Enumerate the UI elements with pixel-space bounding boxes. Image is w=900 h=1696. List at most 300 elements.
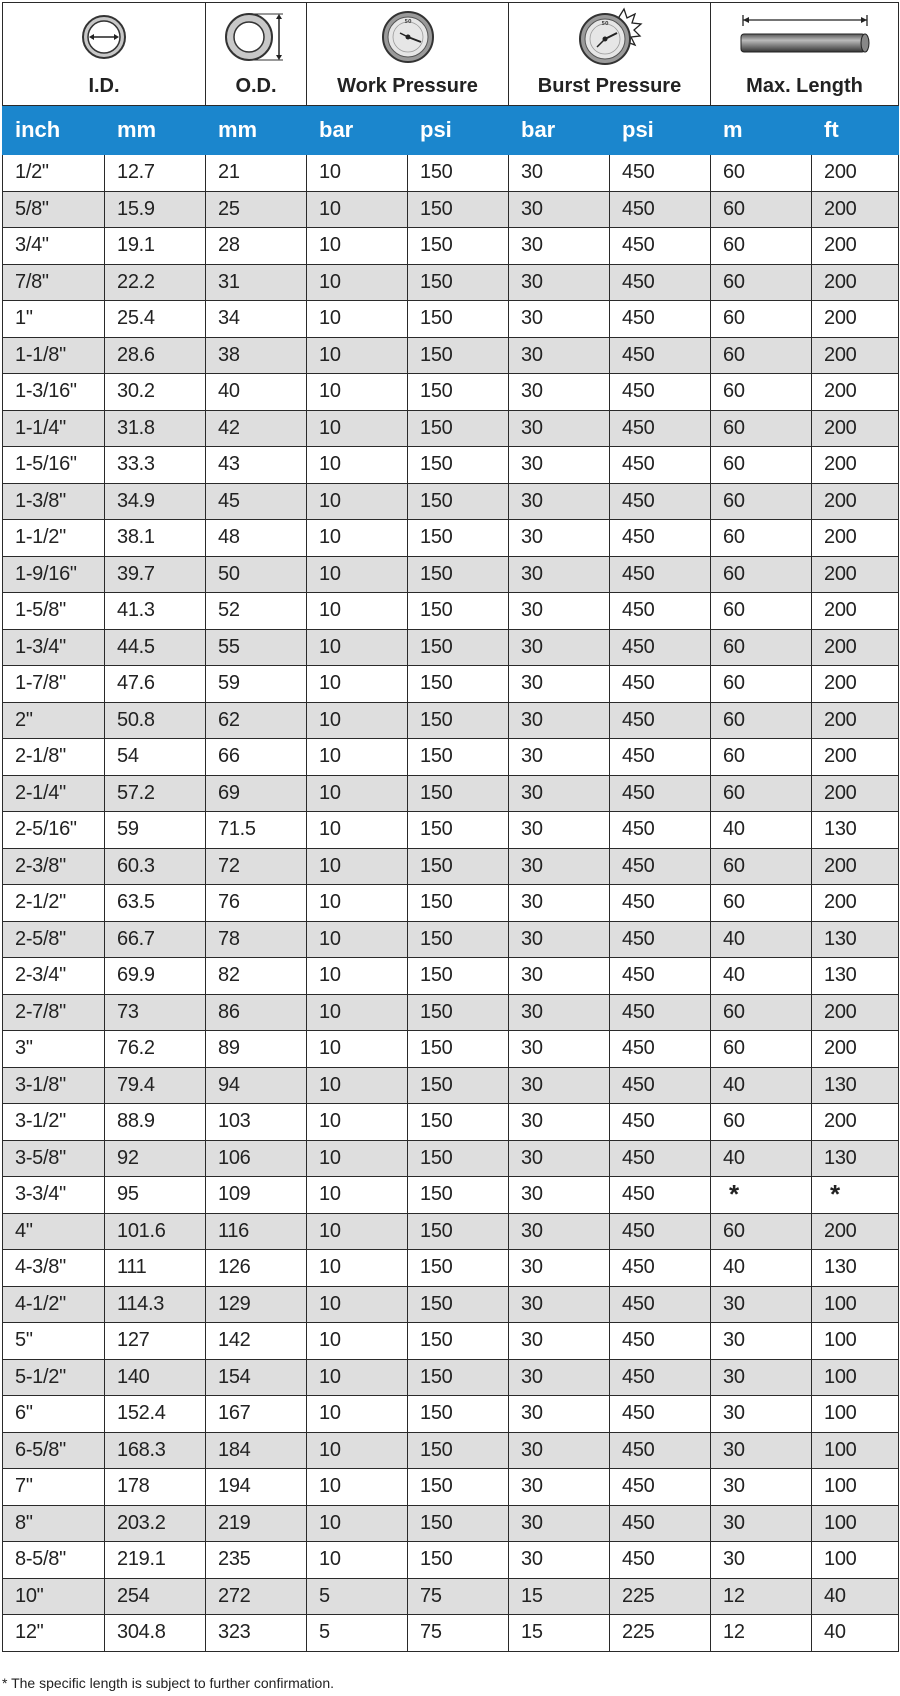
header-title-burst-pressure: Burst Pressure [537, 75, 682, 97]
table-cell: 86 [206, 994, 307, 1031]
table-cell: 150 [408, 702, 509, 739]
table-cell: 203.2 [105, 1505, 206, 1542]
table-cell: 225 [610, 1578, 711, 1615]
table-cell: 254 [105, 1578, 206, 1615]
table-cell: 150 [408, 191, 509, 228]
table-row [3, 666, 899, 703]
header-work-pressure [307, 3, 509, 106]
table-cell: 30 [509, 264, 610, 301]
table-cell: 100 [812, 1323, 899, 1360]
table-cell: 127 [105, 1323, 206, 1360]
table-cell: 10 [307, 593, 408, 630]
table-cell: 15.9 [105, 191, 206, 228]
table-cell: 7/8" [3, 264, 105, 301]
table-cell: 28.6 [105, 337, 206, 374]
table-cell: 10 [307, 629, 408, 666]
table-cell: 60 [711, 155, 812, 192]
table-cell: 150 [408, 994, 509, 1031]
table-row [3, 739, 899, 776]
table-cell: 30 [711, 1542, 812, 1579]
table-cell: 30 [509, 1213, 610, 1250]
table-cell: 30 [509, 702, 610, 739]
table-cell: 6" [3, 1396, 105, 1433]
outer-diameter-icon [221, 9, 291, 65]
table-cell: 200 [812, 155, 899, 192]
inner-diameter-icon [79, 12, 129, 62]
table-cell: 60 [711, 483, 812, 520]
table-cell: 150 [408, 1323, 509, 1360]
table-cell: 450 [610, 447, 711, 484]
table-row [3, 994, 899, 1031]
table-cell: 150 [408, 739, 509, 776]
table-cell: 30 [509, 1505, 610, 1542]
table-cell: 10 [307, 228, 408, 265]
table-row [3, 921, 899, 958]
table-cell: 130 [812, 921, 899, 958]
table-cell: 60 [711, 556, 812, 593]
table-cell: 4-3/8" [3, 1250, 105, 1287]
table-row [3, 775, 899, 812]
table-cell: 2" [3, 702, 105, 739]
table-cell: 12 [711, 1615, 812, 1652]
table-cell: 450 [610, 556, 711, 593]
table-cell: 1-1/8" [3, 337, 105, 374]
table-cell: 12.7 [105, 155, 206, 192]
table-cell: 30 [509, 593, 610, 630]
table-cell: 59 [105, 812, 206, 849]
table-cell: 30 [509, 374, 610, 411]
table-cell: 450 [610, 1031, 711, 1068]
table-cell: 30 [509, 1396, 610, 1433]
table-cell: 178 [105, 1469, 206, 1506]
table-cell: 154 [206, 1359, 307, 1396]
table-cell: 200 [812, 337, 899, 374]
table-cell: 75 [408, 1578, 509, 1615]
table-cell: 1-3/8" [3, 483, 105, 520]
table-cell: 48 [206, 520, 307, 557]
table-cell: 114.3 [105, 1286, 206, 1323]
hose-length-icon [735, 12, 875, 62]
table-row [3, 848, 899, 885]
table-cell: 59 [206, 666, 307, 703]
header-title-max-length: Max. Length [746, 75, 863, 97]
table-cell: 1-1/2" [3, 520, 105, 557]
unit-header: m [711, 106, 812, 155]
table-row [3, 1213, 899, 1250]
table-cell: 200 [812, 520, 899, 557]
table-cell: 10" [3, 1578, 105, 1615]
table-cell: 100 [812, 1359, 899, 1396]
table-cell: 150 [408, 958, 509, 995]
table-cell: 40 [711, 1140, 812, 1177]
unit-header: mm [206, 106, 307, 155]
table-cell: 40 [711, 1250, 812, 1287]
table-cell: 10 [307, 337, 408, 374]
table-cell: 60 [711, 666, 812, 703]
header-title-od: O.D. [235, 75, 277, 97]
table-cell: 30 [509, 1067, 610, 1104]
table-cell: 94 [206, 1067, 307, 1104]
table-cell: 30 [509, 1104, 610, 1141]
table-cell: 30.2 [105, 374, 206, 411]
table-cell: 60 [711, 410, 812, 447]
table-cell: 1-5/16" [3, 447, 105, 484]
table-cell: 10 [307, 374, 408, 411]
table-cell: 10 [307, 1031, 408, 1068]
table-cell: 60 [711, 264, 812, 301]
table-cell: 30 [509, 1542, 610, 1579]
table-cell: 111 [105, 1250, 206, 1287]
table-cell: 150 [408, 301, 509, 338]
unit-header: mm [105, 106, 206, 155]
footnote: * The specific length is subject to further confirmation. [2, 1675, 335, 1691]
table-cell: 219.1 [105, 1542, 206, 1579]
table-cell: 40 [711, 1067, 812, 1104]
table-cell: 100 [812, 1542, 899, 1579]
table-cell: 1-1/4" [3, 410, 105, 447]
table-cell: 150 [408, 1469, 509, 1506]
table-cell: 167 [206, 1396, 307, 1433]
table-cell: 10 [307, 1213, 408, 1250]
table-row [3, 1323, 899, 1360]
table-cell: 10 [307, 885, 408, 922]
table-cell: 30 [509, 556, 610, 593]
table-cell: 60 [711, 885, 812, 922]
table-cell: 60 [711, 337, 812, 374]
table-cell: 10 [307, 812, 408, 849]
table-cell: 450 [610, 410, 711, 447]
table-cell: 1-3/16" [3, 374, 105, 411]
table-cell: 109 [206, 1177, 307, 1214]
table-row [3, 1432, 899, 1469]
table-cell: 30 [509, 739, 610, 776]
table-cell: 55 [206, 629, 307, 666]
table-cell: 130 [812, 958, 899, 995]
table-row [3, 264, 899, 301]
table-row [3, 1177, 899, 1214]
table-row [3, 1542, 899, 1579]
table-cell: 304.8 [105, 1615, 206, 1652]
table-cell: 12 [711, 1578, 812, 1615]
table-cell: 150 [408, 483, 509, 520]
table-cell: 60 [711, 447, 812, 484]
table-cell: 150 [408, 1140, 509, 1177]
table-cell: 30 [509, 666, 610, 703]
unit-header: bar [509, 106, 610, 155]
table-cell: 30 [509, 1177, 610, 1214]
table-cell: 10 [307, 994, 408, 1031]
table-cell: 2-7/8" [3, 994, 105, 1031]
table-cell: 150 [408, 1213, 509, 1250]
table-cell: 30 [509, 447, 610, 484]
table-cell: 200 [812, 775, 899, 812]
table-cell: 225 [610, 1615, 711, 1652]
table-cell: 10 [307, 702, 408, 739]
table-cell: 1-5/8" [3, 593, 105, 630]
table-cell: 150 [408, 812, 509, 849]
table-cell: 30 [509, 1469, 610, 1506]
table-cell: 200 [812, 1104, 899, 1141]
table-cell: 30 [509, 885, 610, 922]
table-cell: 44.5 [105, 629, 206, 666]
table-cell: 150 [408, 921, 509, 958]
table-cell: 10 [307, 1067, 408, 1104]
table-cell: 30 [711, 1359, 812, 1396]
table-cell: 39.7 [105, 556, 206, 593]
table-cell: 129 [206, 1286, 307, 1323]
table-cell: 73 [105, 994, 206, 1031]
table-cell: 10 [307, 1250, 408, 1287]
table-cell: 60 [711, 848, 812, 885]
table-cell: 200 [812, 228, 899, 265]
table-row [3, 1505, 899, 1542]
table-cell: 95 [105, 1177, 206, 1214]
table-cell: 150 [408, 337, 509, 374]
table-cell: 10 [307, 739, 408, 776]
table-cell: 450 [610, 885, 711, 922]
table-cell: 34.9 [105, 483, 206, 520]
table-cell: 100 [812, 1432, 899, 1469]
table-cell: 150 [408, 1432, 509, 1469]
table-cell: 200 [812, 994, 899, 1031]
table-cell: 10 [307, 483, 408, 520]
table-row [3, 1615, 899, 1652]
table-cell: 130 [812, 1250, 899, 1287]
table-cell: 10 [307, 1140, 408, 1177]
table-cell: 66 [206, 739, 307, 776]
table-cell: 103 [206, 1104, 307, 1141]
header-burst-pressure [509, 3, 711, 106]
table-cell: 200 [812, 556, 899, 593]
table-cell: 450 [610, 1213, 711, 1250]
table-cell: 47.6 [105, 666, 206, 703]
table-row [3, 812, 899, 849]
header-od [206, 3, 307, 106]
table-cell: 41.3 [105, 593, 206, 630]
table-cell: 152.4 [105, 1396, 206, 1433]
table-cell: 450 [610, 264, 711, 301]
pressure-gauge-icon [380, 9, 436, 65]
table-cell: 30 [711, 1505, 812, 1542]
table-cell: 60 [711, 374, 812, 411]
table-cell: 450 [610, 1323, 711, 1360]
header-max-length [711, 3, 899, 106]
table-cell: 194 [206, 1469, 307, 1506]
table-cell: 30 [711, 1286, 812, 1323]
table-cell: 150 [408, 1505, 509, 1542]
table-cell: 50.8 [105, 702, 206, 739]
table-cell: 22.2 [105, 264, 206, 301]
table-cell: 450 [610, 739, 711, 776]
table-cell: 450 [610, 666, 711, 703]
table-cell: 4" [3, 1213, 105, 1250]
table-cell: 100 [812, 1505, 899, 1542]
table-cell: 450 [610, 994, 711, 1031]
table-cell: 10 [307, 1104, 408, 1141]
table-cell: 30 [509, 1323, 610, 1360]
table-cell: 200 [812, 264, 899, 301]
table-cell: 450 [610, 1140, 711, 1177]
table-cell: 200 [812, 629, 899, 666]
table-row [3, 593, 899, 630]
unit-row [3, 106, 899, 155]
table-row [3, 885, 899, 922]
unit-header: bar [307, 106, 408, 155]
table-row [3, 447, 899, 484]
table-cell: * [711, 1177, 812, 1214]
table-cell: 2-1/8" [3, 739, 105, 776]
table-cell: 25.4 [105, 301, 206, 338]
table-cell: 200 [812, 739, 899, 776]
hose-spec-table [2, 2, 899, 1652]
table-cell: 30 [509, 1432, 610, 1469]
table-cell: 38 [206, 337, 307, 374]
table-cell: 8-5/8" [3, 1542, 105, 1579]
table-cell: 89 [206, 1031, 307, 1068]
table-cell: 450 [610, 775, 711, 812]
table-cell: 76 [206, 885, 307, 922]
table-row [3, 410, 899, 447]
table-cell: 30 [711, 1469, 812, 1506]
table-cell: 150 [408, 848, 509, 885]
table-row [3, 1031, 899, 1068]
table-cell: 450 [610, 629, 711, 666]
table-cell: 30 [509, 775, 610, 812]
table-row [3, 1359, 899, 1396]
table-cell: 150 [408, 556, 509, 593]
table-row [3, 483, 899, 520]
table-cell: 450 [610, 520, 711, 557]
table-cell: 30 [509, 921, 610, 958]
table-cell: 150 [408, 520, 509, 557]
table-cell: 450 [610, 301, 711, 338]
table-cell: 126 [206, 1250, 307, 1287]
table-row [3, 1396, 899, 1433]
table-cell: 60 [711, 191, 812, 228]
header-group-row [3, 3, 899, 106]
table-cell: 30 [711, 1432, 812, 1469]
unit-header: ft [812, 106, 899, 155]
table-row [3, 155, 899, 192]
table-cell: 150 [408, 666, 509, 703]
table-cell: 140 [105, 1359, 206, 1396]
table-cell: 200 [812, 702, 899, 739]
table-cell: 450 [610, 155, 711, 192]
table-cell: 30 [509, 1286, 610, 1323]
table-row [3, 191, 899, 228]
table-cell: 10 [307, 410, 408, 447]
table-cell: 66.7 [105, 921, 206, 958]
table-cell: 150 [408, 1031, 509, 1068]
table-cell: 8" [3, 1505, 105, 1542]
table-cell: 150 [408, 447, 509, 484]
table-cell: 450 [610, 191, 711, 228]
table-cell: 31 [206, 264, 307, 301]
table-cell: 42 [206, 410, 307, 447]
table-cell: 3/4" [3, 228, 105, 265]
unit-header: inch [3, 106, 105, 155]
table-cell: 6-5/8" [3, 1432, 105, 1469]
table-cell: 88.9 [105, 1104, 206, 1141]
table-cell: 200 [812, 666, 899, 703]
table-cell: 10 [307, 666, 408, 703]
table-cell: 10 [307, 958, 408, 995]
table-cell: 15 [509, 1578, 610, 1615]
table-cell: 3-3/4" [3, 1177, 105, 1214]
table-cell: 60 [711, 702, 812, 739]
table-cell: 10 [307, 775, 408, 812]
table-cell: 30 [509, 191, 610, 228]
table-row [3, 337, 899, 374]
table-cell: 116 [206, 1213, 307, 1250]
table-cell: 200 [812, 1031, 899, 1068]
table-cell: 72 [206, 848, 307, 885]
table-cell: 450 [610, 702, 711, 739]
table-cell: 60 [711, 1104, 812, 1141]
table-cell: 450 [610, 337, 711, 374]
table-cell: 3" [3, 1031, 105, 1068]
table-cell: 25 [206, 191, 307, 228]
table-cell: 150 [408, 410, 509, 447]
table-cell: 200 [812, 848, 899, 885]
table-cell: 450 [610, 483, 711, 520]
table-cell: 45 [206, 483, 307, 520]
table-row [3, 1067, 899, 1104]
table-cell: 60 [711, 1031, 812, 1068]
table-cell: 10 [307, 447, 408, 484]
table-cell: 10 [307, 1177, 408, 1214]
table-cell: 450 [610, 1542, 711, 1579]
table-cell: 10 [307, 921, 408, 958]
table-cell: 200 [812, 301, 899, 338]
table-cell: 33.3 [105, 447, 206, 484]
table-cell: 2-1/4" [3, 775, 105, 812]
table-cell: 142 [206, 1323, 307, 1360]
table-cell: 150 [408, 1250, 509, 1287]
table-row [3, 374, 899, 411]
table-cell: 450 [610, 1286, 711, 1323]
table-cell: 60.3 [105, 848, 206, 885]
table-cell: 2-1/2" [3, 885, 105, 922]
table-cell: 450 [610, 921, 711, 958]
table-cell: 200 [812, 1213, 899, 1250]
table-cell: 54 [105, 739, 206, 776]
table-cell: 200 [812, 593, 899, 630]
table-cell: 10 [307, 1323, 408, 1360]
table-cell: 168.3 [105, 1432, 206, 1469]
table-cell: 60 [711, 1213, 812, 1250]
table-cell: 79.4 [105, 1067, 206, 1104]
table-row [3, 702, 899, 739]
unit-header: psi [610, 106, 711, 155]
table-row [3, 1250, 899, 1287]
table-cell: 40 [711, 921, 812, 958]
table-cell: 52 [206, 593, 307, 630]
table-cell: 40 [812, 1578, 899, 1615]
table-cell: 60 [711, 739, 812, 776]
table-cell: 150 [408, 775, 509, 812]
table-cell: 2-3/8" [3, 848, 105, 885]
table-cell: 76.2 [105, 1031, 206, 1068]
table-cell: 2-5/16" [3, 812, 105, 849]
table-cell: 30 [509, 848, 610, 885]
table-cell: 60 [711, 629, 812, 666]
table-cell: 130 [812, 1067, 899, 1104]
burst-gauge-icon [575, 7, 645, 67]
table-cell: 150 [408, 1286, 509, 1323]
table-cell: 150 [408, 629, 509, 666]
svg-text:50: 50 [404, 19, 411, 25]
